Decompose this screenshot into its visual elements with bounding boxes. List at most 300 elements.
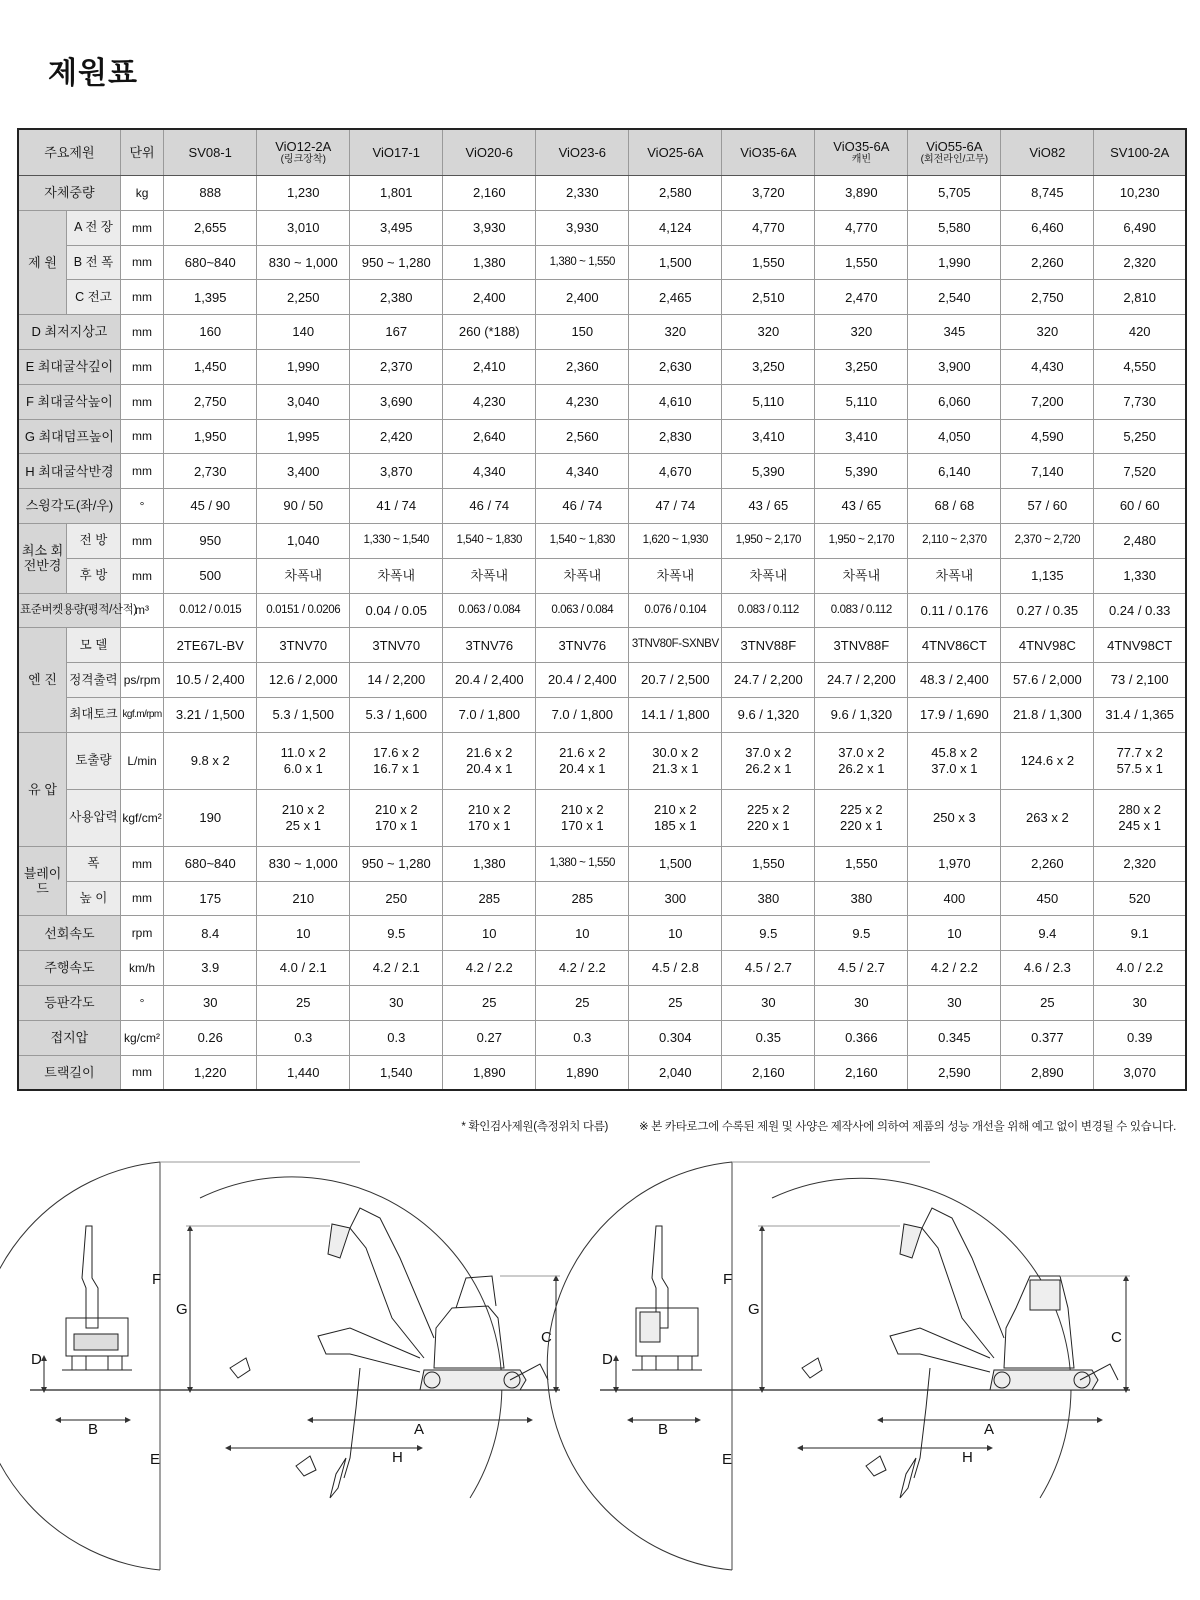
row-unit: mm <box>120 210 163 245</box>
cell-value: 140 <box>257 315 350 350</box>
cell-value: 4.5 / 2.8 <box>629 951 722 986</box>
cell-value: 2,630 <box>629 349 722 384</box>
cell-value: 3,250 <box>722 349 815 384</box>
cell-value <box>1094 789 1186 846</box>
cell-value: 5,390 <box>722 454 815 489</box>
cell-value: 2,160 <box>722 1055 815 1090</box>
cell-value: 4,610 <box>629 384 722 419</box>
row-label: 높 이 <box>67 881 121 916</box>
table-row <box>18 846 1186 881</box>
table-row <box>18 489 1186 524</box>
cell-value: 30 <box>1094 985 1186 1020</box>
cell-value: 2,110 ~ 2,370 <box>908 523 1001 558</box>
cell-line: 16.7 x 1 <box>373 760 420 776</box>
header-model-name: ViO35-6A <box>833 138 890 154</box>
row-label: F 최대굴삭높이 <box>18 384 120 419</box>
cell-value: 30 <box>815 985 908 1020</box>
row-unit: kg/cm² <box>120 1020 163 1055</box>
cell-value: 4TNV86CT <box>908 628 1001 663</box>
cell-value: 1,550 <box>815 846 908 881</box>
cell-value: 8,745 <box>1001 176 1094 211</box>
cell-value <box>443 732 536 789</box>
row-unit: mm <box>120 454 163 489</box>
cell-value: 9.1 <box>1094 916 1186 951</box>
header-model <box>1001 129 1094 176</box>
cell-value: 2,750 <box>1001 280 1094 315</box>
cell-value: 1,230 <box>257 176 350 211</box>
cell-value: 320 <box>815 315 908 350</box>
cell-line: 170 x 1 <box>467 817 511 833</box>
cell-value: 500 <box>164 558 257 593</box>
table-row <box>18 789 1186 846</box>
row-unit: mm <box>120 881 163 916</box>
cell-value: 380 <box>722 881 815 916</box>
table-row <box>18 1055 1186 1090</box>
cell-value: 4.2 / 2.2 <box>908 951 1001 986</box>
cell-value <box>257 789 350 846</box>
cell-value: 7.0 / 1,800 <box>536 697 629 732</box>
cell-value: 30 <box>908 985 1001 1020</box>
cell-value: 3.9 <box>164 951 257 986</box>
cell-value: 4.0 / 2.2 <box>1094 951 1186 986</box>
cell-value: 175 <box>164 881 257 916</box>
cell-line: 11.0 x 2 <box>280 745 326 761</box>
cell-value: 520 <box>1094 881 1186 916</box>
cell-value: 1,801 <box>350 176 443 211</box>
cell-value <box>536 732 629 789</box>
header-model-sub: (링크장착) <box>280 154 326 166</box>
row-label: 최대토크 <box>67 697 121 732</box>
cell-value: 4,050 <box>908 419 1001 454</box>
cell-value: 14.1 / 1,800 <box>629 697 722 732</box>
cell-value: 47 / 74 <box>629 489 722 524</box>
cell-value: 4TNV98C <box>1001 628 1094 663</box>
cell-line: 250 x 3 <box>933 810 976 826</box>
header-model <box>164 129 257 176</box>
cell-line: 17.6 x 2 <box>373 745 420 761</box>
cell-value: 1,540 ~ 1,830 <box>536 523 629 558</box>
row-label: 사용압력 <box>67 789 121 846</box>
table-header-row <box>18 129 1186 176</box>
cell-value: 2,250 <box>257 280 350 315</box>
cell-value: 2,410 <box>443 349 536 384</box>
cell-value: 5.3 / 1,600 <box>350 697 443 732</box>
header-model-sub: (회전라인/고무) <box>920 154 989 166</box>
cell-value: 10 <box>908 916 1001 951</box>
cell-value: 3TNV70 <box>257 628 350 663</box>
cell-value: 0.3 <box>257 1020 350 1055</box>
cell-value: 31.4 / 1,365 <box>1094 697 1186 732</box>
row-unit: mm <box>120 846 163 881</box>
cell-line: 21.6 x 2 <box>559 745 606 761</box>
cell-value: 차폭내 <box>350 558 443 593</box>
row-unit: mm <box>120 1055 163 1090</box>
row-unit: mm <box>120 523 163 558</box>
header-model-name: ViO55-6A <box>926 138 983 154</box>
cell-value: 73 / 2,100 <box>1094 663 1186 698</box>
cell-value: 3,930 <box>443 210 536 245</box>
cell-line: 210 x 2 <box>281 802 325 818</box>
svg-text:E: E <box>150 1451 161 1468</box>
cell-value: 3,495 <box>350 210 443 245</box>
cell-value <box>629 732 722 789</box>
cell-value: 60 / 60 <box>1094 489 1186 524</box>
cell-value: 10 <box>536 916 629 951</box>
row-unit: mm <box>120 315 163 350</box>
cell-value: 6,140 <box>908 454 1001 489</box>
cell-line: 21.3 x 1 <box>652 760 699 776</box>
table-row <box>18 419 1186 454</box>
row-label: H 최대굴삭반경 <box>18 454 120 489</box>
cell-line: 37.0 x 2 <box>838 745 885 761</box>
cell-value: 0.304 <box>629 1020 722 1055</box>
cell-value: 10.5 / 2,400 <box>164 663 257 698</box>
table-row <box>18 210 1186 245</box>
cell-value: 5,705 <box>908 176 1001 211</box>
cell-value: 1,890 <box>443 1055 536 1090</box>
cell-value: 48.3 / 2,400 <box>908 663 1001 698</box>
cell-value: 1,990 <box>257 349 350 384</box>
cell-value: 차폭내 <box>257 558 350 593</box>
cell-line: 210 x 2 <box>467 802 511 818</box>
cell-value: 0.11 / 0.176 <box>908 593 1001 628</box>
header-model-name: ViO12-2A <box>275 138 332 154</box>
row-label: D 최저지상고 <box>18 315 120 350</box>
cell-line: 20.4 x 1 <box>559 760 606 776</box>
side-view-machine <box>230 1208 548 1498</box>
cell-value: 20.7 / 2,500 <box>629 663 722 698</box>
cell-value: 0.04 / 0.05 <box>350 593 443 628</box>
table-row <box>18 1020 1186 1055</box>
cell-value <box>629 789 722 846</box>
cell-value: 2,360 <box>536 349 629 384</box>
cell-value: 3,720 <box>722 176 815 211</box>
page-title: 제원표 <box>48 56 138 91</box>
cell-value: 2,330 <box>536 176 629 211</box>
cell-line: 170 x 1 <box>560 817 604 833</box>
cell-line: 6.0 x 1 <box>283 760 323 776</box>
cell-value: 285 <box>536 881 629 916</box>
header-model-name: ViO35-6A <box>740 144 797 160</box>
table-row <box>18 628 1186 663</box>
cell-value: 680~840 <box>164 245 257 280</box>
cell-value: 4.2 / 2.1 <box>350 951 443 986</box>
cell-value: 14 / 2,200 <box>350 663 443 698</box>
cell-value: 2,465 <box>629 280 722 315</box>
cell-value: 1,950 <box>164 419 257 454</box>
cell-value: 1,330 <box>1094 558 1186 593</box>
row-group-label: 제 원 <box>18 210 67 314</box>
row-unit: L/min <box>120 732 163 789</box>
row-label: A 전 장 <box>67 210 121 245</box>
cell-value: 4,230 <box>536 384 629 419</box>
cell-value: 24.7 / 2,200 <box>815 663 908 698</box>
table-row <box>18 280 1186 315</box>
cell-value: 830 ~ 1,000 <box>257 846 350 881</box>
cell-value: 2,655 <box>164 210 257 245</box>
cell-value: 3TNV70 <box>350 628 443 663</box>
cell-value: 2,730 <box>164 454 257 489</box>
cell-value: 0.0151 / 0.0206 <box>257 593 350 628</box>
cell-value: 0.083 / 0.112 <box>722 593 815 628</box>
header-model-name: SV08-1 <box>188 144 232 160</box>
cell-value: 2,160 <box>815 1055 908 1090</box>
header-spec: 주요제원 <box>18 129 120 176</box>
table-row <box>18 349 1186 384</box>
table-row <box>18 663 1186 698</box>
cell-value: 167 <box>350 315 443 350</box>
cell-value: 1,500 <box>629 846 722 881</box>
cell-value <box>443 789 536 846</box>
cell-value: 1,540 <box>350 1055 443 1090</box>
table-row <box>18 176 1186 211</box>
cell-line: 77.7 x 2 <box>1116 745 1163 761</box>
cell-value: 4.5 / 2.7 <box>722 951 815 986</box>
row-label: 토출량 <box>67 732 121 789</box>
cell-value: 0.345 <box>908 1020 1001 1055</box>
cell-value: 12.6 / 2,000 <box>257 663 350 698</box>
cell-value: 680~840 <box>164 846 257 881</box>
svg-text:A: A <box>414 1421 425 1438</box>
cell-line: 26.2 x 1 <box>838 760 885 776</box>
header-model <box>257 129 350 176</box>
cell-value: 0.24 / 0.33 <box>1094 593 1186 628</box>
cell-value: 320 <box>722 315 815 350</box>
cell-value: 6,490 <box>1094 210 1186 245</box>
cell-value: 888 <box>164 176 257 211</box>
header-model-name: ViO25-6A <box>647 144 704 160</box>
cell-value: 46 / 74 <box>443 489 536 524</box>
cell-value: 4,230 <box>443 384 536 419</box>
table-row <box>18 881 1186 916</box>
cell-value: 285 <box>443 881 536 916</box>
cell-value: 57.6 / 2,000 <box>1001 663 1094 698</box>
diagram-right <box>547 1162 1130 1570</box>
cell-line: 220 x 1 <box>747 817 790 833</box>
cell-value: 1,440 <box>257 1055 350 1090</box>
cell-value: 1,380 <box>443 245 536 280</box>
cell-value: 0.366 <box>815 1020 908 1055</box>
cell-value: 3,900 <box>908 349 1001 384</box>
header-model <box>722 129 815 176</box>
cell-value: 210 <box>257 881 350 916</box>
cell-line: 190 <box>199 810 222 826</box>
table-row <box>18 245 1186 280</box>
cell-value: 4,340 <box>443 454 536 489</box>
header-model-name: ViO82 <box>1029 144 1066 160</box>
cell-value: 46 / 74 <box>536 489 629 524</box>
cell-line: 124.6 x 2 <box>1020 753 1075 769</box>
cell-line: 210 x 2 <box>560 802 604 818</box>
cell-value: 41 / 74 <box>350 489 443 524</box>
cell-value: 10 <box>629 916 722 951</box>
cell-value: 차폭내 <box>443 558 536 593</box>
cell-value: 320 <box>629 315 722 350</box>
cell-value: 2,040 <box>629 1055 722 1090</box>
row-label: G 최대덤프높이 <box>18 419 120 454</box>
row-group-label: 유 압 <box>18 732 67 846</box>
cell-value: 9.4 <box>1001 916 1094 951</box>
cell-value: 2,260 <box>1001 846 1094 881</box>
row-unit: kgf/cm² <box>120 789 163 846</box>
cell-value: 2,890 <box>1001 1055 1094 1090</box>
cell-value: 0.35 <box>722 1020 815 1055</box>
cell-value: 1,550 <box>722 846 815 881</box>
cell-value: 3TNV80F-SXNBV <box>629 628 722 663</box>
cell-value: 950 ~ 1,280 <box>350 245 443 280</box>
cell-value: 0.27 / 0.35 <box>1001 593 1094 628</box>
cell-value: 1,550 <box>815 245 908 280</box>
cell-value <box>815 732 908 789</box>
cell-value: 2,830 <box>629 419 722 454</box>
cell-line: 9.8 x 2 <box>190 753 230 769</box>
cell-value <box>908 789 1001 846</box>
cell-value: 950 ~ 1,280 <box>350 846 443 881</box>
cell-line: 210 x 2 <box>653 802 697 818</box>
cell-value <box>350 732 443 789</box>
row-unit: mm <box>120 349 163 384</box>
cell-value: 43 / 65 <box>815 489 908 524</box>
row-group-label: 블레이드 <box>18 846 67 916</box>
cell-value: 9.6 / 1,320 <box>815 697 908 732</box>
cell-value: 5,110 <box>815 384 908 419</box>
cell-value: 1,395 <box>164 280 257 315</box>
cell-value <box>722 789 815 846</box>
svg-text:H: H <box>392 1449 403 1466</box>
cell-value: 4,550 <box>1094 349 1186 384</box>
cell-value <box>1001 789 1094 846</box>
cell-value: 5,580 <box>908 210 1001 245</box>
cell-value: 68 / 68 <box>908 489 1001 524</box>
row-label: 등판각도 <box>18 985 120 1020</box>
front-view-machine <box>62 1226 132 1370</box>
dimension-diagrams <box>0 1158 1200 1600</box>
header-model-sub: 캐빈 <box>851 154 872 166</box>
cell-value: 3,250 <box>815 349 908 384</box>
row-label: 자체중량 <box>18 176 120 211</box>
cell-line: 37.0 x 1 <box>931 760 978 776</box>
cell-value: 25 <box>257 985 350 1020</box>
table-row <box>18 732 1186 789</box>
cell-value: 45 / 90 <box>164 489 257 524</box>
cell-value: 24.7 / 2,200 <box>722 663 815 698</box>
cell-value <box>164 789 257 846</box>
cell-value: 0.063 / 0.084 <box>536 593 629 628</box>
table-row <box>18 558 1186 593</box>
cell-value: 1,380 <box>443 846 536 881</box>
cell-value: 345 <box>908 315 1001 350</box>
cell-value: 3,890 <box>815 176 908 211</box>
cell-value: 2,160 <box>443 176 536 211</box>
cell-line: 45.8 x 2 <box>931 745 978 761</box>
cell-value: 2,640 <box>443 419 536 454</box>
cell-value: 950 <box>164 523 257 558</box>
svg-text:G: G <box>748 1301 760 1318</box>
cell-value: 17.9 / 1,690 <box>908 697 1001 732</box>
cell-line: 280 x 2 <box>1118 802 1162 818</box>
cell-value: 0.3 <box>350 1020 443 1055</box>
cell-value: 0.377 <box>1001 1020 1094 1055</box>
cell-value: 3TNV88F <box>722 628 815 663</box>
row-unit: rpm <box>120 916 163 951</box>
cell-value: 0.063 / 0.084 <box>443 593 536 628</box>
cell-value: 4.5 / 2.7 <box>815 951 908 986</box>
cell-value <box>536 789 629 846</box>
svg-text:E: E <box>722 1451 733 1468</box>
cell-value: 차폭내 <box>815 558 908 593</box>
row-label: 접지압 <box>18 1020 120 1055</box>
header-model <box>536 129 629 176</box>
cell-value: 3,410 <box>722 419 815 454</box>
cell-value: 7,140 <box>1001 454 1094 489</box>
cell-value: 1,450 <box>164 349 257 384</box>
cell-value: 7,200 <box>1001 384 1094 419</box>
row-group-label: 엔 진 <box>18 628 67 732</box>
cell-value: 2,320 <box>1094 245 1186 280</box>
row-unit: kg <box>120 176 163 211</box>
cell-line: 30.0 x 2 <box>652 745 699 761</box>
cell-value: 25 <box>536 985 629 1020</box>
cell-line: 57.5 x 1 <box>1116 760 1163 776</box>
cell-value: 2,400 <box>443 280 536 315</box>
cell-value: 1,620 ~ 1,930 <box>629 523 722 558</box>
cell-line: 225 x 2 <box>840 802 883 818</box>
cell-value: 3,040 <box>257 384 350 419</box>
cell-value: 3,010 <box>257 210 350 245</box>
cell-value: 30 <box>164 985 257 1020</box>
row-label: 트랙길이 <box>18 1055 120 1090</box>
svg-text:A: A <box>984 1421 995 1438</box>
cell-value: 90 / 50 <box>257 489 350 524</box>
cell-value: 7,730 <box>1094 384 1186 419</box>
cell-value: 2,590 <box>908 1055 1001 1090</box>
header-model <box>815 129 908 176</box>
svg-text:C: C <box>541 1329 552 1346</box>
cell-line: 170 x 1 <box>374 817 418 833</box>
cell-line: 225 x 2 <box>747 802 790 818</box>
table-row <box>18 951 1186 986</box>
cell-value: 10,230 <box>1094 176 1186 211</box>
cell-value: 260 (*188) <box>443 315 536 350</box>
cell-value: 1,890 <box>536 1055 629 1090</box>
cell-value: 160 <box>164 315 257 350</box>
cell-line: 21.6 x 2 <box>466 745 513 761</box>
cell-value <box>815 789 908 846</box>
cell-value: 4.0 / 2.1 <box>257 951 350 986</box>
cell-value: 25 <box>443 985 536 1020</box>
cell-value: 250 <box>350 881 443 916</box>
header-model <box>350 129 443 176</box>
table-row <box>18 593 1186 628</box>
cell-line: 37.0 x 2 <box>745 745 792 761</box>
cell-value: 0.083 / 0.112 <box>815 593 908 628</box>
cell-value: 3TNV76 <box>536 628 629 663</box>
cell-value: 2,420 <box>350 419 443 454</box>
cell-value: 320 <box>1001 315 1094 350</box>
cell-value: 2,510 <box>722 280 815 315</box>
cell-value: 30 <box>350 985 443 1020</box>
cell-value: 2,540 <box>908 280 1001 315</box>
cell-value: 380 <box>815 881 908 916</box>
cell-value: 2TE67L-BV <box>164 628 257 663</box>
table-row <box>18 916 1186 951</box>
cell-value: 1,500 <box>629 245 722 280</box>
svg-text:F: F <box>723 1271 733 1288</box>
header-model <box>908 129 1001 176</box>
cell-value: 0.3 <box>536 1020 629 1055</box>
cell-value: 420 <box>1094 315 1186 350</box>
cell-value <box>1001 732 1094 789</box>
